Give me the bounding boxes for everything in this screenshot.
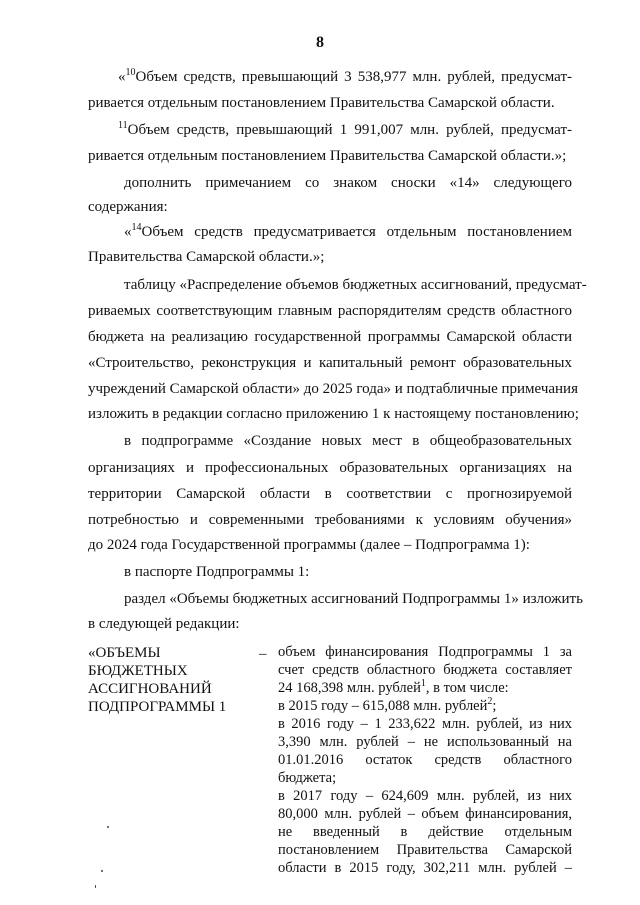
table-note-line-6: изложить в редакции согласно приложению 1 к настоящему постановлению;: [88, 406, 579, 422]
add-note-line-1: дополнить примечанием со знаком сноски «14» следующего: [124, 175, 572, 191]
budget-line-7: 01.01.2016 остаток средств областного: [278, 752, 572, 768]
table-note-line-2: риваемых соответствующим главным распорядителям средств областного: [88, 303, 572, 319]
budget-line-3: 24 168,398 млн. рублей$^1$, в том числе:: [278, 678, 509, 696]
subprogram-line-1: в подпрограмме «Создание новых мест в общеобразовательных: [124, 433, 572, 449]
footnote-14-line-2: Правительства Самарской области.»;: [88, 249, 325, 265]
table-note-line-5: учреждений Самарской области» до 2025 года» и подтабличные примечания: [88, 381, 578, 397]
subprogram-line-2: организациях и профессиональных образовательных организациях на: [88, 460, 572, 476]
budget-line-4: в 2015 году – 615,088 млн. рублей$^2$;: [278, 696, 497, 714]
subprogram-line-3: территории Самарской области в соответствии с прогнозируемой: [88, 486, 572, 502]
passport-line: в паспорте Подпрограммы 1:: [124, 564, 310, 580]
footnote-11-line-2: ривается отдельным постановлением Правительства Самарской области.»;: [88, 148, 567, 164]
item-dash: –: [259, 646, 267, 662]
budget-line-11: не введенный в действие отдельным: [278, 824, 572, 840]
budget-line-10: 80,000 млн. рублей – объем финансирования,: [278, 806, 572, 822]
section-line-2: в следующей редакции:: [88, 616, 240, 632]
budget-line-9: в 2017 году – 624,609 млн. рублей, из них: [278, 788, 572, 804]
footnote-14-mark: 14: [131, 222, 142, 233]
label-line-3: АССИГНОВАНИЙ: [88, 681, 212, 697]
footnote-10-line-1: «$^{10}$Объем средств, превышающий 3 538,977 млн. рублей, предусмат-: [118, 67, 572, 85]
scan-speck: [107, 826, 109, 828]
label-line-2: БЮДЖЕТНЫХ: [88, 663, 188, 679]
budget-line-6: 3,390 млн. рублей – не использованный на: [278, 734, 572, 750]
add-note-line-2: содержания:: [88, 199, 168, 215]
budget-line-13: области в 2015 году, 302,211 млн. рублей –: [278, 860, 572, 876]
section-line-1: раздел «Объемы бюджетных ассигнований Подпрограммы 1» изложить: [124, 591, 583, 607]
footnote-14-line-1: «$^{14}$Объем средств предусматривается отдельным постановлением: [124, 222, 572, 240]
footnote-11-line-1: $^{11}$Объем средств, превышающий 1 991,007 млн. рублей, предусмат-: [118, 120, 572, 138]
label-line-4: ПОДПРОГРАММЫ 1: [88, 699, 227, 715]
budget-line-5: в 2016 году – 1 233,622 млн. рублей, из них: [278, 716, 572, 732]
budget-line-1: объем финансирования Подпрограммы 1 за: [278, 644, 572, 660]
budget-line-2: счет средств областного бюджета составляет: [278, 662, 572, 678]
budget-line-12: постановлением Правительства Самарской: [278, 842, 572, 858]
footnote-10-mark: 10: [125, 67, 136, 78]
table-note-line-3: бюджета на реализацию государственной программы Самарской области: [88, 329, 572, 345]
page-number: 8: [316, 34, 324, 51]
label-line-1: «ОБЪЕМЫ: [88, 645, 161, 661]
scan-speck: [95, 885, 96, 888]
subprogram-line-4: потребностью и современными требованиями к условиям обучения»: [88, 512, 572, 528]
table-note-line-1: таблицу «Распределение объемов бюджетных ассигнований, предусмат-: [124, 277, 587, 293]
subprogram-line-5: до 2024 года Государственной программы (далее – Подпрограмма 1):: [88, 537, 530, 553]
footnote-10-line-2: ривается отдельным постановлением Правительства Самарской области.: [88, 95, 555, 111]
table-note-line-4: «Строительство, реконструкция и капитальный ремонт образовательных: [88, 355, 572, 371]
scan-speck: [101, 870, 103, 872]
footnote-11-mark: 11: [118, 120, 128, 131]
budget-line-8: бюджета;: [278, 770, 337, 786]
